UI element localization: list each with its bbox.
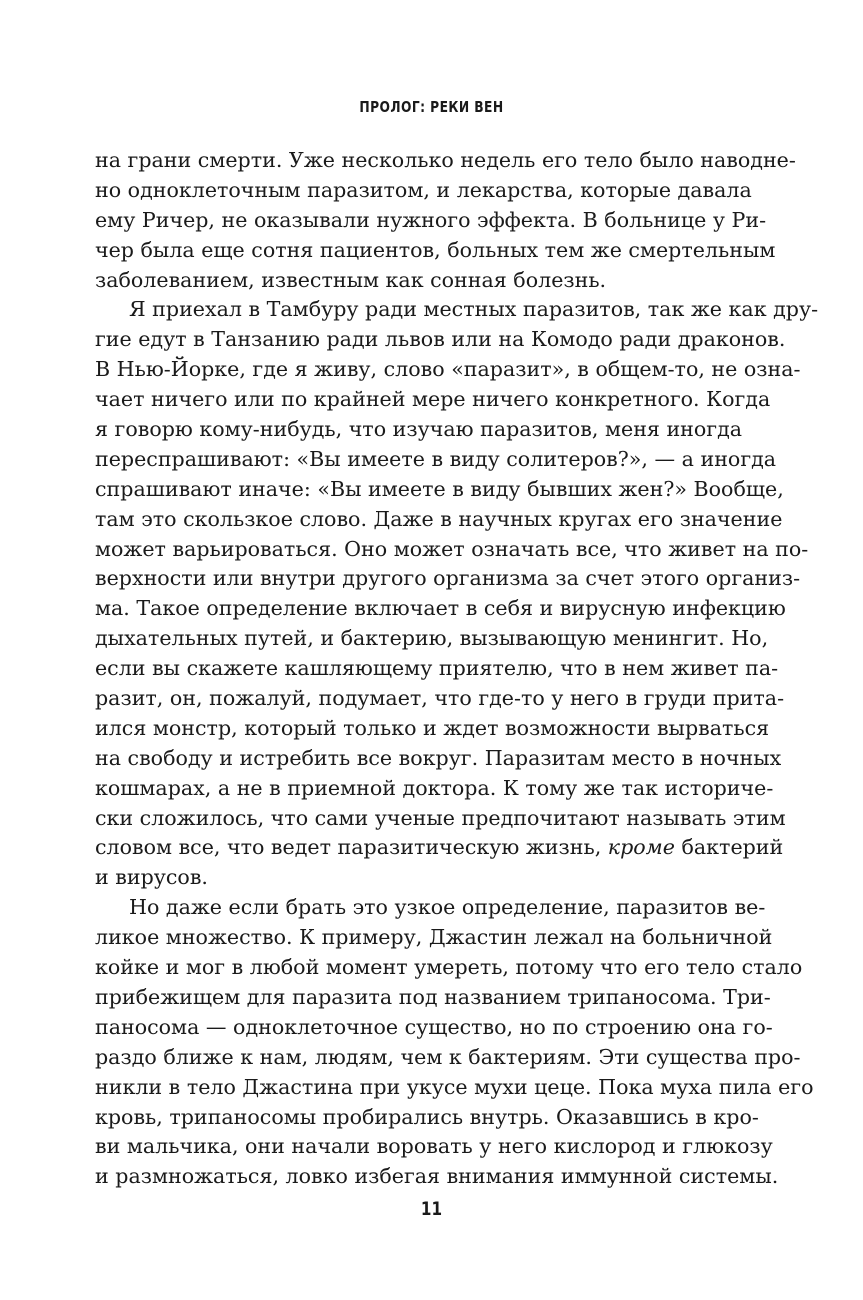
text-line: но одноклеточным паразитом, и лекарства, которые давала [95, 177, 752, 202]
text-line: прибежищем для паразита под названием трипаносома. Три- [95, 984, 771, 1009]
text-line: спрашивают иначе: «Вы имеете в виду бывших жен?» Вообще, [95, 476, 784, 501]
paragraph-start-line: Но даже если брать это узкое определение, паразитов ве- [129, 895, 766, 920]
text-line: и размножаться, ловко избегая внимания иммунной системы. [95, 1164, 779, 1189]
text-line: паносома — одноклеточное существо, но по строению она го- [95, 1014, 773, 1039]
text-line: чает ничего или по крайней мере ничего конкретного. Когда [95, 387, 771, 412]
text-line: ви мальчика, они начали воровать у него кислород и глюкозу [95, 1134, 773, 1159]
text-line: на свободу и истребить все вокруг. Паразитам место в ночных [95, 745, 782, 770]
text-line: на грани смерти. Уже несколько недель его тело было наводне- [95, 148, 796, 172]
running-header: ПРОЛОГ: РЕКИ ВЕН [359, 98, 504, 116]
text-line: В Нью-Йорке, где я живу, слово «паразит», в общем-то, не озна- [95, 357, 801, 382]
text-line: ликое множество. К примеру, Джастин лежал на больничной [95, 925, 773, 950]
text-line: чер была еще сотня пациентов, больных тем же смертельным [95, 237, 776, 262]
text-line-with-emphasis [95, 833, 784, 863]
text-line: переспрашивают: «Вы имеете в виду солитеров?», — а иногда [95, 446, 777, 471]
text-line: никли в тело Джастина при укусе мухи цеце. Пока муха пила его [95, 1074, 814, 1099]
text-line: дыхательных путей, и бактерию, вызывающую менингит. Но, [95, 626, 769, 651]
text-line: разит, он, пожалуй, подумает, что где-то у него в груди прита- [95, 686, 785, 711]
page-number: 11 [420, 1198, 443, 1220]
text-line: и вирусов. [95, 865, 208, 890]
paragraph-start-line: Я приехал в Тамбуру ради местных паразитов, так же как дру- [129, 297, 819, 322]
text-line: если вы скажете кашляющему приятелю, что в нем живет па- [95, 656, 779, 681]
text-segment: бактерий [681, 835, 784, 860]
text-line: ился монстр, который только и ждет возможности вырваться [95, 715, 770, 740]
text-line: ему Ричер, не оказывали нужного эффекта. В больнице у Ри- [95, 207, 767, 232]
text-line: верхности или внутри другого организма за счет этого организ- [95, 566, 801, 591]
text-line: ски сложилось, что сами ученые предпочитают называть этим [95, 805, 786, 830]
text-line: раздо ближе к нам, людям, чем к бактериям. Эти существа про- [95, 1044, 801, 1069]
text-segment: словом все, что ведет паразитическую жизнь, [95, 835, 602, 860]
text-line: ма. Такое определение включает в себя и вирусную инфекцию [95, 596, 786, 621]
text-line: заболеванием, известным как сонная болезнь. [95, 267, 607, 292]
body-text [95, 146, 819, 1192]
text-line: там это скользкое слово. Даже в научных кругах его значение [95, 506, 783, 531]
text-line: койке и мог в любой момент умереть, потому что его тело стало [95, 955, 803, 980]
text-line: кровь, трипаносомы пробирались внутрь. Оказавшись в кро- [95, 1104, 759, 1129]
text-line: гие едут в Танзанию ради львов или на Комодо ради драконов. [95, 327, 786, 352]
text-line: может варьироваться. Оно может означать все, что живет на по- [95, 536, 809, 561]
emphasis-word: кроме [607, 835, 675, 860]
text-line: кошмарах, а не в приемной доктора. К тому же так историче- [95, 775, 774, 800]
text-line: я говорю кому-нибудь, что изучаю паразитов, меня иногда [95, 417, 743, 442]
